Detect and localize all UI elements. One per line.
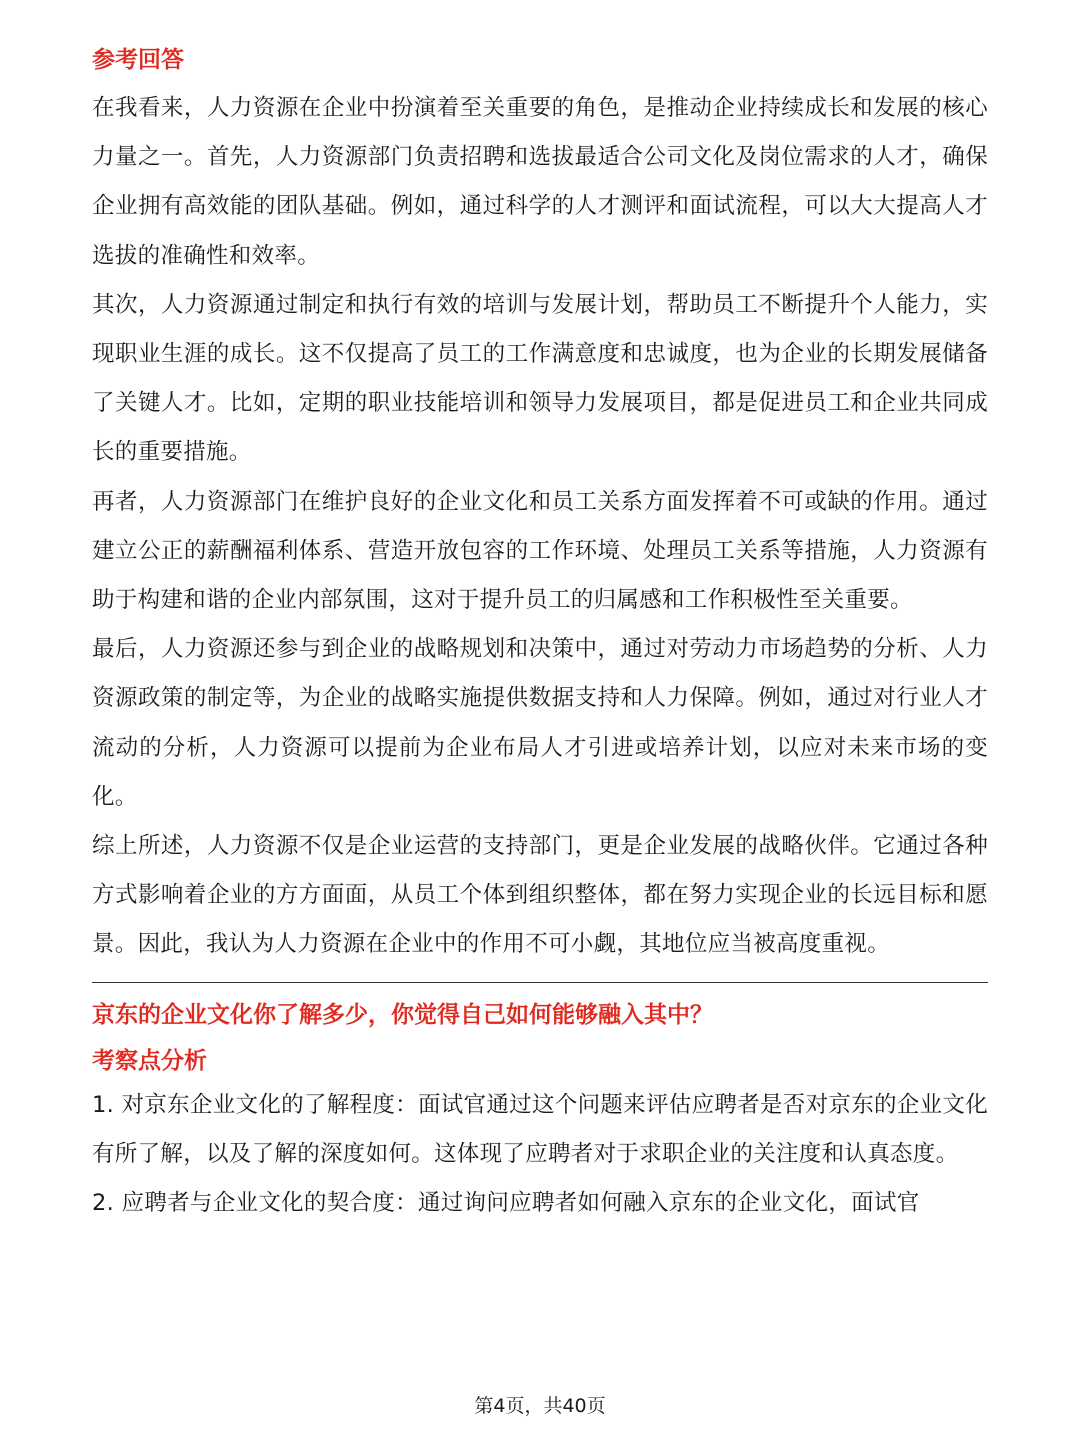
page-number: 第4页，共40页 <box>474 1395 606 1417</box>
document-page <box>92 40 988 1228</box>
analysis-point-1: 1. 对京东企业文化的了解程度：面试官通过这个问题来评估应聘者是否对京东的企业文化有所了解，以及了解的深度如何。这体现了应聘者对于求职企业的关注度和认真态度。 <box>92 1091 988 1167</box>
answer-paragraph-1: 在我看来，人力资源在企业中扮演着至关重要的角色，是推动企业持续成长和发展的核心力量之一。首先，人力资源部门负责招聘和选拔最适合公司文化及岗位需求的人才，确保企业拥有高效能的团队基础。例如，通过科学的人才测评和面试流程，可以大大提高人才选拔的准确性和效率。 <box>92 95 988 269</box>
answer-paragraph-2: 其次，人力资源通过制定和执行有效的培训与发展计划，帮助员工不断提升个人能力，实现职业生涯的成长。这不仅提高了员工的工作满意度和忠诚度，也为企业的长期发展储备了关键人才。比如，定期的职业技能培训和领导力发展项目，都是促进员工和企业共同成长的重要措施。 <box>92 291 988 466</box>
analysis-heading: 考察点分析 <box>92 1047 207 1074</box>
analysis-point-2: 2. 应聘者与企业文化的契合度：通过询问应聘者如何融入京东的企业文化，面试官 <box>92 1190 920 1217</box>
answer-paragraph-4: 最后，人力资源还参与到企业的战略规划和决策中，通过对劳动力市场趋势的分析、人力资源政策的制定等，为企业的战略实施提供数据支持和人力保障。例如，通过对行业人才流动的分析，人力资源可以提前为企业布局人才引进或培养计划，以应对未来市场的变化。 <box>92 636 988 810</box>
section-divider <box>92 982 988 983</box>
answer-heading: 参考回答 <box>92 47 184 73</box>
answer-paragraph-3: 再者，人力资源部门在维护良好的企业文化和员工关系方面发挥着不可或缺的作用。通过建立公正的薪酬福利体系、营造开放包容的工作环境、处理员工关系等措施，人力资源有助于构建和谐的企业内部氛围，这对于提升员工的归属感和工作积极性至关重要。 <box>92 488 988 614</box>
question-section <box>92 995 988 1229</box>
question-title: 京东的企业文化你了解多少，你觉得自己如何能够融入其中？ <box>92 1001 713 1028</box>
answer-paragraph-5: 综上所述，人力资源不仅是企业运营的支持部门，更是企业发展的战略伙伴。它通过各种方式影响着企业的方方面面，从员工个体到组织整体，都在努力实现企业的长远目标和愿景。因此，我认为人力资源在企业中的作用不可小觑，其地位应当被高度重视。 <box>92 833 988 958</box>
answer-section <box>92 40 988 970</box>
